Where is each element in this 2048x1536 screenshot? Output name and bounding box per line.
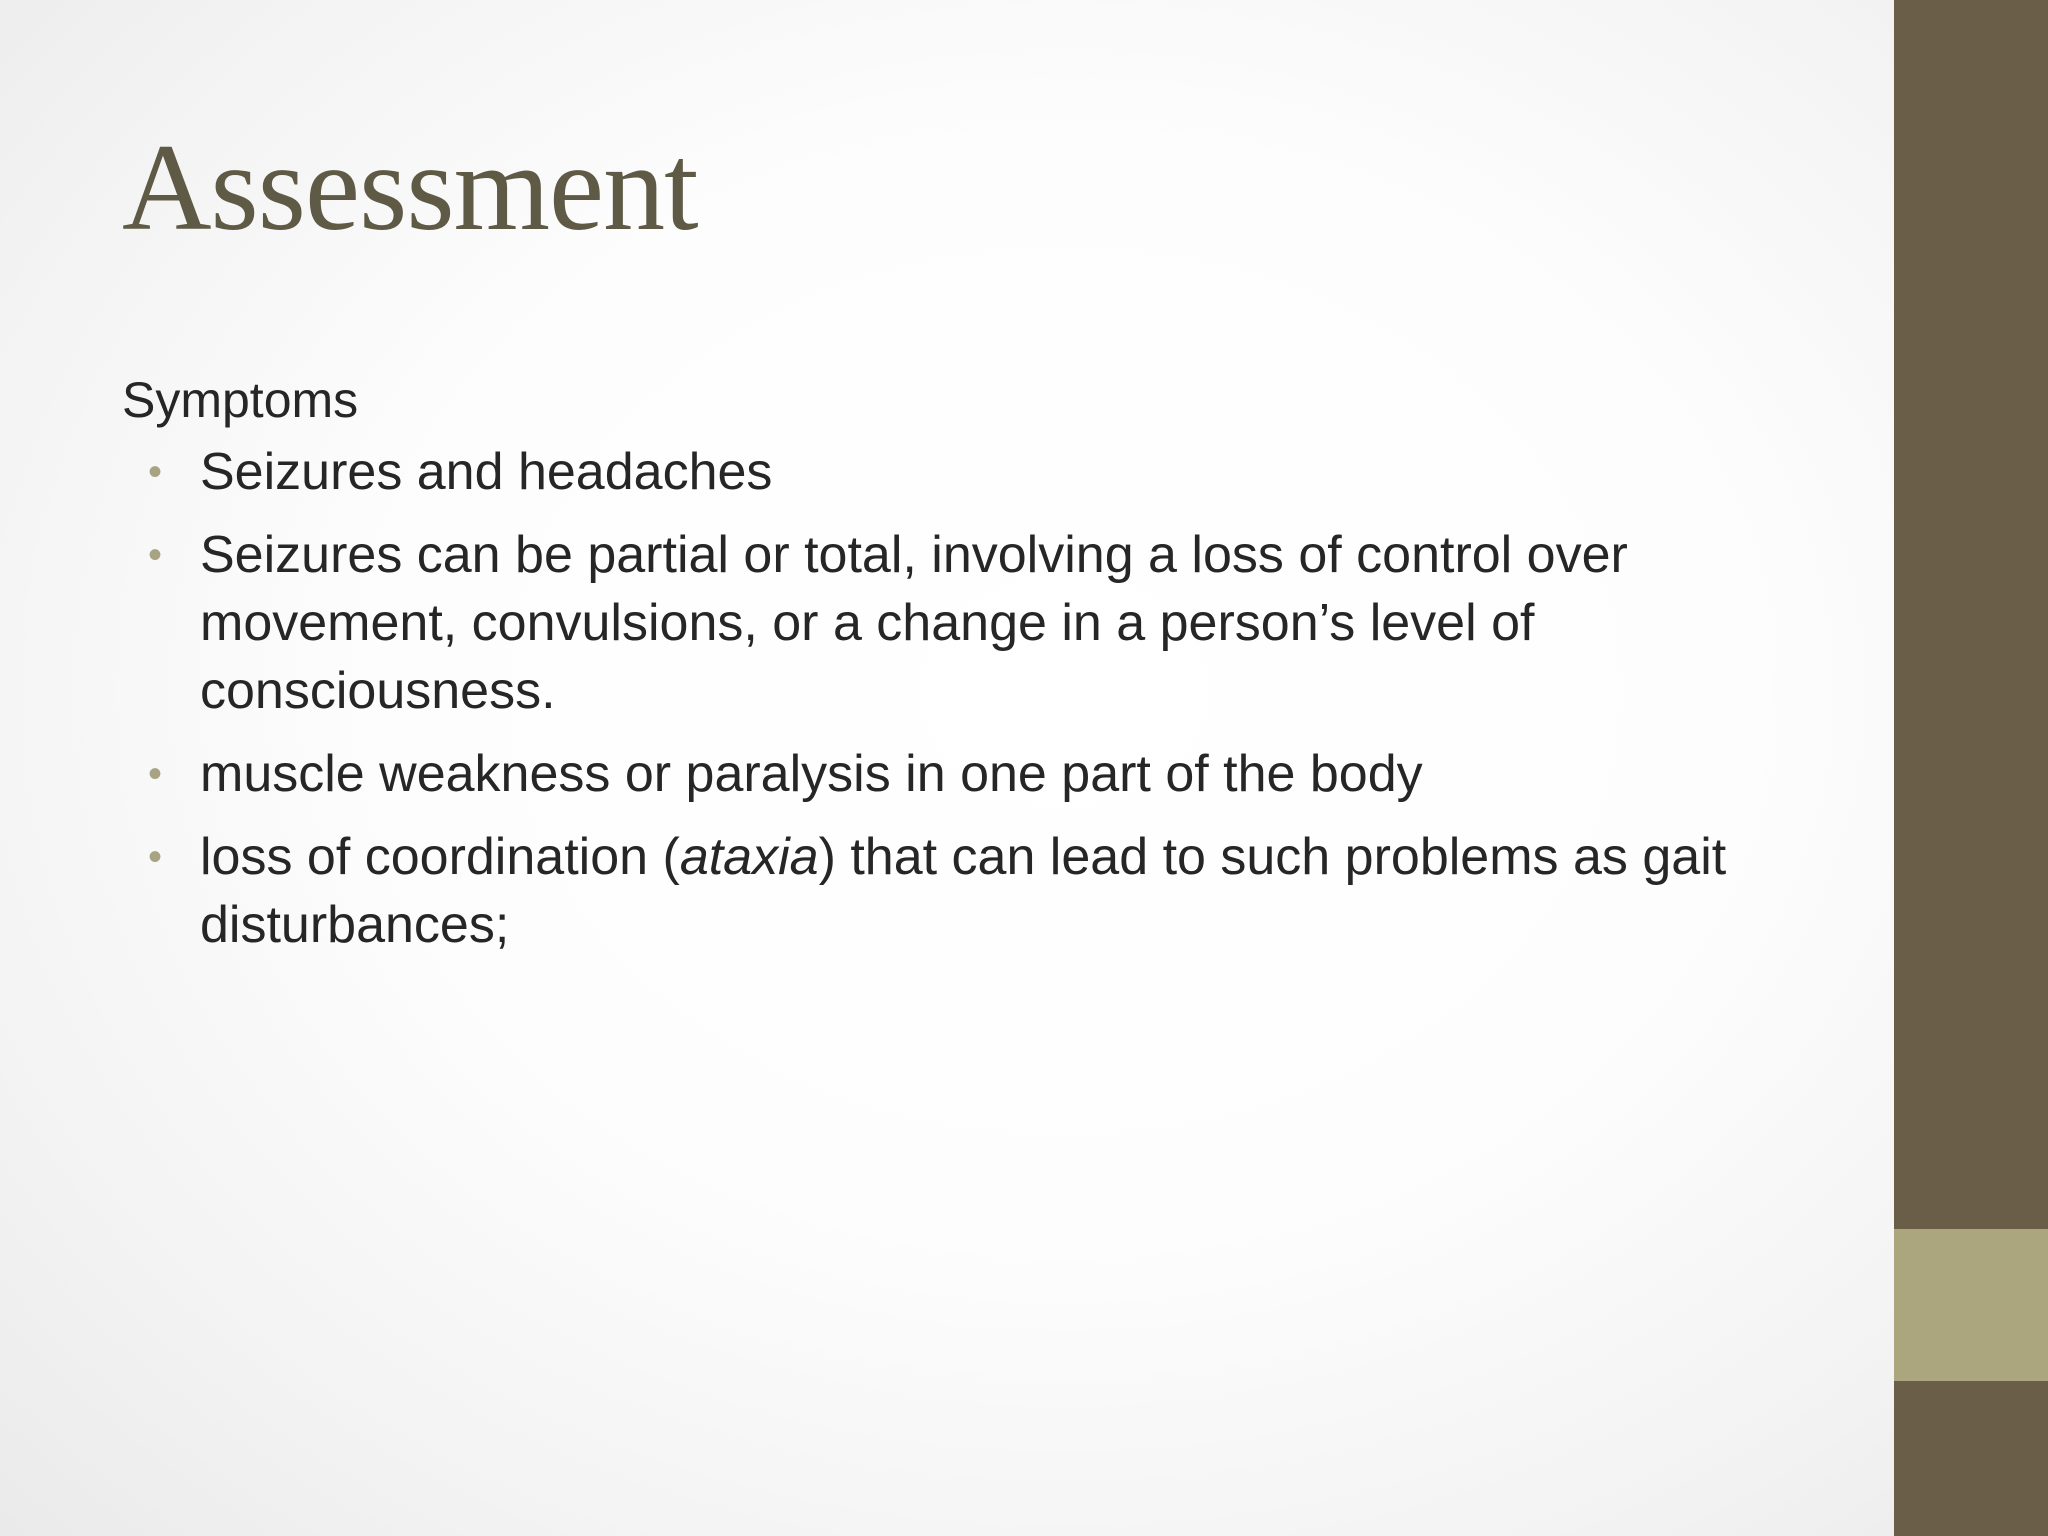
slide-body (122, 366, 1802, 974)
bullet-item (122, 521, 1802, 725)
bullet-text-before: loss of coordination ( (200, 828, 680, 886)
bullet-item (122, 740, 1802, 808)
bullet-icon: • (148, 835, 163, 879)
bullet-text-after: ) that can lead to such problems as gait disturbances; (200, 828, 1727, 954)
bullet-text: muscle weakness or paralysis in one part of the body (200, 745, 1423, 803)
bullet-text (200, 828, 1726, 954)
bullet-item (122, 823, 1802, 959)
bullet-text: Seizures and headaches (200, 443, 773, 501)
bullet-item (122, 438, 1802, 506)
bullet-text-emphasis: ataxia (679, 828, 819, 886)
bullet-list (122, 438, 1802, 959)
bullet-text: Seizures can be partial or total, involving a loss of control over movement, convulsions, or a change in a person’s level of consciousness. (200, 526, 1628, 720)
bullet-icon: • (148, 450, 163, 494)
decorative-side-accent (1894, 1229, 2048, 1381)
bullet-icon: • (148, 752, 163, 796)
slide-title: Assessment (122, 119, 698, 256)
bullet-icon: • (148, 533, 163, 577)
section-heading: Symptoms (122, 372, 359, 428)
